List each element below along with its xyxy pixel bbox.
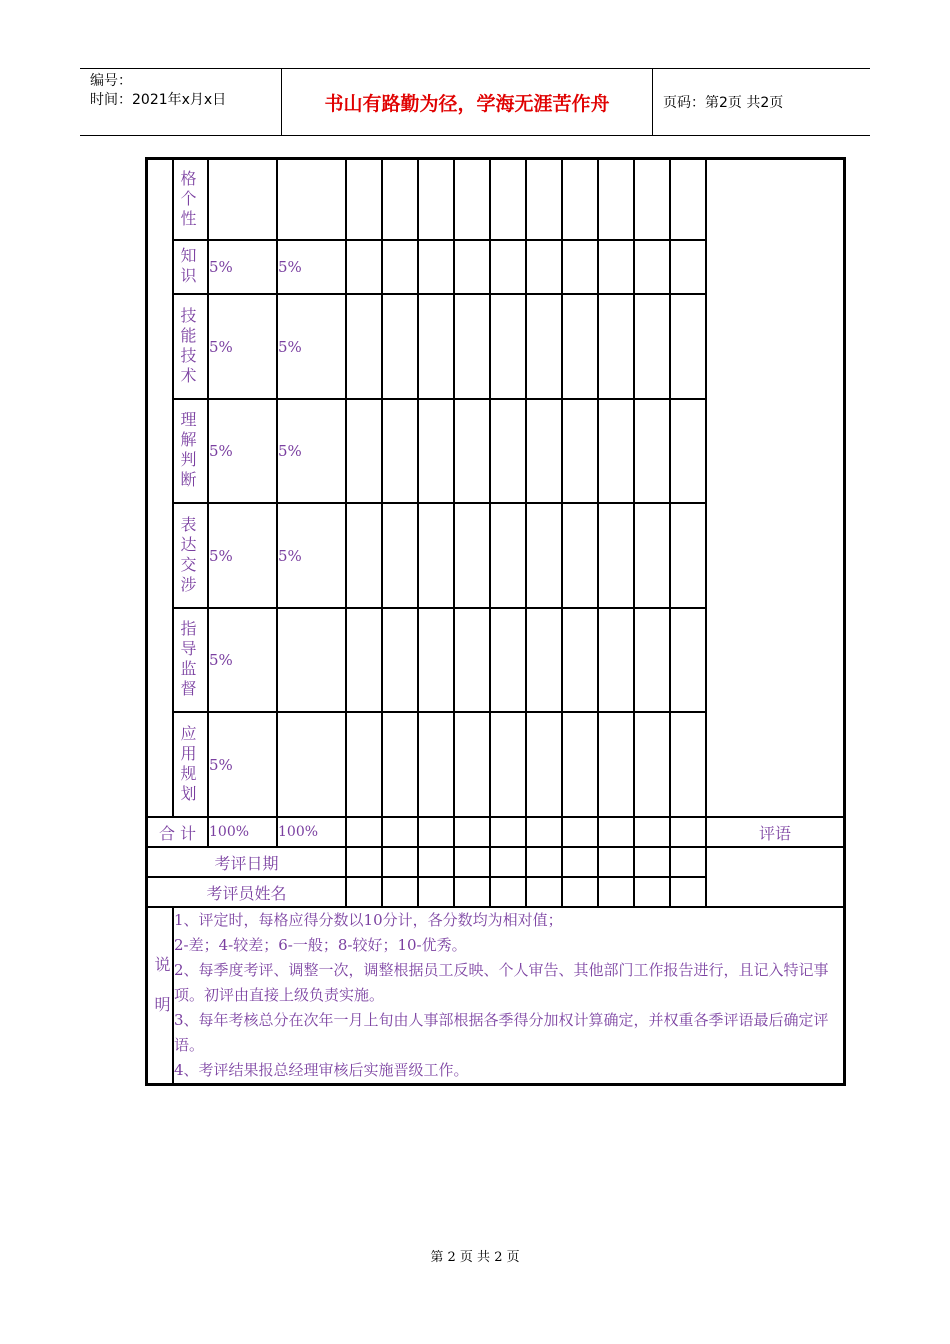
score-cell[interactable]: [418, 608, 454, 712]
weight-cell: 5%: [277, 294, 346, 399]
name-cell[interactable]: [598, 877, 634, 907]
row-label: 格个性: [173, 159, 208, 240]
score-cell[interactable]: [346, 817, 382, 847]
score-cell[interactable]: [490, 712, 526, 817]
row-label: 应用规划: [173, 712, 208, 817]
score-cell[interactable]: [670, 608, 706, 712]
score-cell[interactable]: [454, 399, 490, 503]
date-cell[interactable]: [346, 847, 382, 877]
date-cell[interactable]: [562, 847, 598, 877]
score-cell[interactable]: [634, 159, 670, 240]
score-cell[interactable]: [634, 399, 670, 503]
notes-row: [147, 907, 844, 1084]
score-cell[interactable]: [346, 503, 382, 608]
row-label: 指导监督: [173, 608, 208, 712]
score-cell[interactable]: [562, 817, 598, 847]
score-cell[interactable]: [526, 608, 562, 712]
evaluator-label: 考评员姓名: [147, 877, 346, 907]
score-cell[interactable]: [490, 608, 526, 712]
score-cell[interactable]: [418, 817, 454, 847]
score-cell[interactable]: [454, 608, 490, 712]
note-line: 4、考评结果报总经理审核后实施晋级工作。: [174, 1061, 469, 1079]
score-cell[interactable]: [670, 399, 706, 503]
score-cell[interactable]: [346, 294, 382, 399]
score-cell[interactable]: [526, 294, 562, 399]
row-label: 知识: [173, 240, 208, 294]
notes-label: 说明: [147, 907, 173, 1084]
score-cell[interactable]: [562, 712, 598, 817]
score-cell[interactable]: [526, 399, 562, 503]
score-cell[interactable]: [418, 294, 454, 399]
score-cell[interactable]: [598, 712, 634, 817]
score-cell[interactable]: [562, 608, 598, 712]
weight-cell: 5%: [208, 294, 277, 399]
table-row: [147, 159, 844, 240]
page-footer: 第 2 页 共 2 页: [430, 1250, 520, 1265]
score-cell[interactable]: [598, 503, 634, 608]
note-line: 1、评定时，每格应得分数以10分计，各分数均为相对值；: [174, 911, 563, 929]
score-cell[interactable]: [562, 503, 598, 608]
total-weight-cell: 100%: [277, 817, 346, 847]
score-cell[interactable]: [562, 240, 598, 294]
score-cell[interactable]: [382, 399, 418, 503]
comment-input-cell[interactable]: [706, 847, 844, 907]
evaluation-table: [145, 157, 846, 1086]
weight-cell: [208, 159, 277, 240]
row-label: 表达交涉: [173, 503, 208, 608]
score-cell[interactable]: [490, 294, 526, 399]
header-motto: 书山有路勤为径，学海无涯苦作舟: [282, 69, 653, 135]
score-cell[interactable]: [490, 503, 526, 608]
score-cell[interactable]: [598, 294, 634, 399]
score-cell[interactable]: [382, 817, 418, 847]
score-cell[interactable]: [382, 159, 418, 240]
weight-cell: 5%: [208, 240, 277, 294]
comment-area-cell[interactable]: [706, 159, 844, 817]
weight-cell: [277, 159, 346, 240]
score-cell[interactable]: [598, 608, 634, 712]
score-cell[interactable]: [346, 159, 382, 240]
date-cell[interactable]: [454, 847, 490, 877]
score-cell[interactable]: [382, 712, 418, 817]
score-cell[interactable]: [670, 503, 706, 608]
score-cell[interactable]: [598, 399, 634, 503]
score-cell[interactable]: [634, 712, 670, 817]
score-cell[interactable]: [526, 240, 562, 294]
score-cell[interactable]: [346, 240, 382, 294]
blank-left-cell: [147, 159, 173, 817]
date-cell[interactable]: [418, 847, 454, 877]
score-cell[interactable]: [346, 712, 382, 817]
weight-cell: [277, 608, 346, 712]
name-cell[interactable]: [562, 877, 598, 907]
score-cell[interactable]: [346, 399, 382, 503]
eval-date-row: [147, 847, 844, 877]
name-cell[interactable]: [490, 877, 526, 907]
name-cell[interactable]: [346, 877, 382, 907]
date-cell[interactable]: [382, 847, 418, 877]
score-cell[interactable]: [382, 608, 418, 712]
score-cell[interactable]: [670, 240, 706, 294]
weight-cell: 5%: [208, 712, 277, 817]
date-cell[interactable]: [490, 847, 526, 877]
weight-cell: 5%: [208, 503, 277, 608]
score-cell[interactable]: [634, 503, 670, 608]
score-cell[interactable]: [418, 503, 454, 608]
score-cell[interactable]: [526, 712, 562, 817]
number-label: 编号：: [90, 73, 132, 89]
score-cell[interactable]: [562, 294, 598, 399]
score-cell[interactable]: [634, 608, 670, 712]
score-cell[interactable]: [598, 159, 634, 240]
score-cell[interactable]: [670, 159, 706, 240]
score-cell[interactable]: [454, 294, 490, 399]
weight-cell: 5%: [277, 399, 346, 503]
score-cell[interactable]: [418, 712, 454, 817]
weight-cell: [277, 712, 346, 817]
weight-cell: 5%: [277, 240, 346, 294]
score-cell[interactable]: [454, 240, 490, 294]
score-cell[interactable]: [382, 503, 418, 608]
header-page-code: 页码：第2页 共2页: [663, 95, 784, 111]
date-cell[interactable]: [526, 847, 562, 877]
score-cell[interactable]: [490, 817, 526, 847]
score-cell[interactable]: [454, 712, 490, 817]
score-cell[interactable]: [634, 817, 670, 847]
note-line: 2-差；4-较差；6-一般；8-较好；10-优秀。: [174, 936, 467, 954]
score-cell[interactable]: [490, 159, 526, 240]
score-cell[interactable]: [454, 159, 490, 240]
score-cell[interactable]: [526, 159, 562, 240]
score-cell[interactable]: [562, 399, 598, 503]
weight-cell: 5%: [277, 503, 346, 608]
weight-cell: 5%: [208, 399, 277, 503]
name-cell[interactable]: [454, 877, 490, 907]
name-cell[interactable]: [670, 877, 706, 907]
score-cell[interactable]: [418, 399, 454, 503]
name-cell[interactable]: [418, 877, 454, 907]
score-cell[interactable]: [670, 817, 706, 847]
name-cell[interactable]: [382, 877, 418, 907]
score-cell[interactable]: [634, 240, 670, 294]
score-cell[interactable]: [418, 240, 454, 294]
row-label: 理解判断: [173, 399, 208, 503]
score-cell[interactable]: [454, 503, 490, 608]
page-header: [80, 68, 870, 136]
eval-date-label: 考评日期: [147, 847, 346, 877]
notes-content: [173, 907, 844, 1084]
score-cell[interactable]: [670, 294, 706, 399]
total-weight-cell: 100%: [208, 817, 277, 847]
row-label: 技能技术: [173, 294, 208, 399]
score-cell[interactable]: [382, 294, 418, 399]
date-cell[interactable]: [634, 847, 670, 877]
score-cell[interactable]: [454, 817, 490, 847]
weight-cell: 5%: [208, 608, 277, 712]
score-cell[interactable]: [490, 240, 526, 294]
time-label: 时间：2021年x月x日: [90, 92, 227, 108]
date-cell[interactable]: [598, 847, 634, 877]
score-cell[interactable]: [598, 240, 634, 294]
name-cell[interactable]: [634, 877, 670, 907]
score-cell[interactable]: [526, 817, 562, 847]
score-cell[interactable]: [346, 608, 382, 712]
score-cell[interactable]: [670, 712, 706, 817]
total-row: [147, 817, 844, 847]
score-cell[interactable]: [490, 399, 526, 503]
header-meta: [80, 69, 282, 135]
date-cell[interactable]: [670, 847, 706, 877]
name-cell[interactable]: [526, 877, 562, 907]
total-label: 合 计: [147, 817, 208, 847]
note-line: 3、每年考核总分在次年一月上旬由人事部根据各季得分加权计算确定，并权重各季评语最后确定评语。: [174, 1011, 829, 1054]
score-cell[interactable]: [598, 817, 634, 847]
note-line: 2、每季度考评、调整一次，调整根据员工反映、个人审告、其他部门工作报告进行，且记入特记事项。初评由直接上级负责实施。: [174, 961, 829, 1004]
comment-label: 评语: [706, 817, 844, 847]
score-cell[interactable]: [418, 159, 454, 240]
score-cell[interactable]: [382, 240, 418, 294]
score-cell[interactable]: [634, 294, 670, 399]
score-cell[interactable]: [562, 159, 598, 240]
score-cell[interactable]: [526, 503, 562, 608]
